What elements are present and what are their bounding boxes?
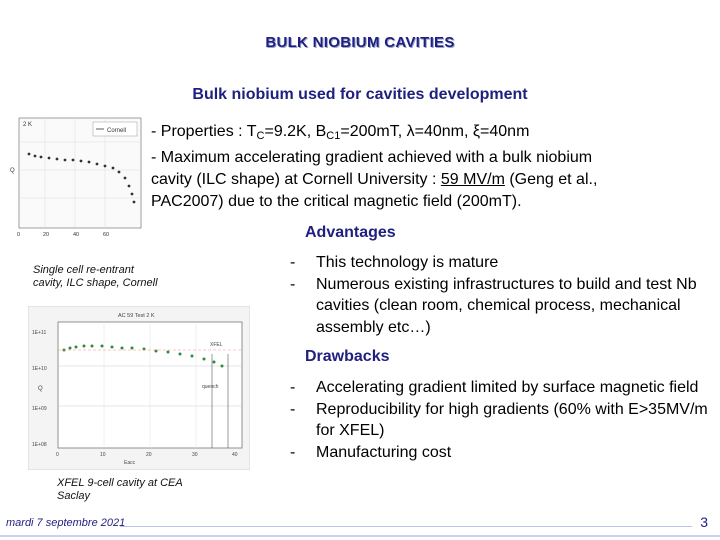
svg-text:quench: quench (202, 384, 219, 390)
footer-divider (120, 526, 692, 527)
svg-text:Cornell: Cornell (107, 128, 127, 134)
max-gradient-line: - Maximum accelerating gradient achieved with a bulk niobium (151, 149, 593, 166)
properties-list (151, 121, 691, 213)
svg-text:20: 20 (146, 452, 152, 458)
properties-line: - Properties : $T_C=9.2K$, $B_{C1}=200mT$, λ=40nm, ξ=40nm (151, 123, 530, 142)
svg-text:Q: Q (38, 386, 43, 392)
svg-text:Q: Q (10, 168, 15, 174)
svg-text:1E+10: 1E+10 (32, 366, 47, 372)
svg-text:40: 40 (232, 452, 238, 458)
drawbacks-heading: Drawbacks (305, 348, 390, 365)
svg-text:10: 10 (100, 452, 106, 458)
svg-text:XFEL: XFEL (210, 342, 223, 348)
page-number: 3 (700, 514, 708, 530)
xfel-q-vs-gradient-figure (28, 306, 250, 470)
drawback-item: - Manufacturing cost (290, 443, 452, 461)
cornell-caption: Single cell re-entrant cavity, ILC shape, Cornell (33, 264, 158, 289)
svg-text:1E+08: 1E+08 (32, 442, 47, 448)
max-gradient-line-3: PAC2007) due to the critical magnetic field (200mT). (151, 193, 522, 210)
max-gradient-line-2: cavity (ILC shape) at Cornell University : 59 MV/m (Geng et al., (151, 171, 598, 188)
advantages-list (290, 252, 710, 338)
svg-text:AC 59 Test 2 K: AC 59 Test 2 K (118, 313, 155, 319)
cornell-q-vs-gradient-figure (5, 112, 145, 240)
advantages-heading: Advantages (305, 224, 396, 241)
footer-date: mardi 7 septembre 2021 (6, 517, 126, 529)
svg-text:0: 0 (56, 452, 59, 458)
advantage-item: - Numerous existing infrastructures to build and test Nb cavities (clean room, chemical process, mechanical assembly etc…) (290, 275, 697, 336)
drawback-item: - Accelerating gradient limited by surface magnetic field (290, 379, 699, 396)
svg-text:2 K: 2 K (23, 122, 33, 128)
slide-subtitle: Bulk niobium used for cavities development (192, 86, 528, 103)
svg-text:20: 20 (43, 232, 50, 238)
advantage-item: - This technology is mature (290, 254, 499, 271)
svg-text:1E+09: 1E+09 (32, 406, 47, 412)
svg-text:30: 30 (192, 452, 198, 458)
svg-text:Eacc: Eacc (124, 460, 136, 466)
svg-text:0: 0 (17, 232, 21, 238)
footer-band (0, 535, 720, 537)
xfel-caption: XFEL 9-cell cavity at CEA Saclay (57, 477, 183, 502)
drawback-item: - Reproducibility for high gradients (60% with E>35MV/m for XFEL) (290, 400, 708, 439)
svg-text:1E+11: 1E+11 (32, 330, 47, 336)
gradient-value-link[interactable]: 59 MV/m (440, 171, 505, 188)
svg-text:60: 60 (103, 232, 110, 238)
svg-text:40: 40 (73, 232, 80, 238)
drawbacks-list (290, 377, 710, 463)
slide-title: BULK NIOBIUM CAVITIES (265, 34, 455, 51)
